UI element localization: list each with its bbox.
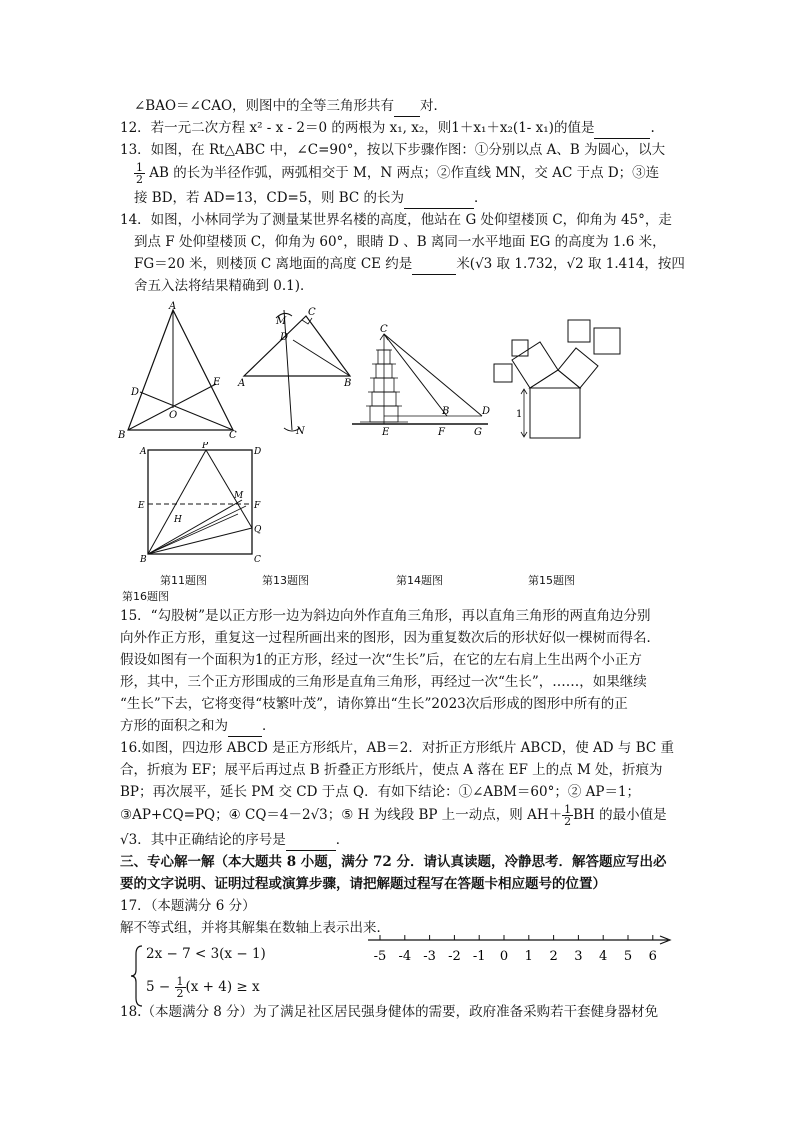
q14-line3-tail: 米(√3 取 1.732，√2 取 1.414，按四 (456, 256, 685, 272)
q15-line2: 向外作正方形，重复这一过程所画出来的图形，因为重复数次后的形状好似一棵树而得名． (120, 630, 660, 646)
q17-prompt: 解不等式组，并将其解集在数轴上表示出来． (120, 920, 390, 936)
figure-16 (134, 442, 264, 566)
q17-head: 17．（本题满分 6 分） (120, 898, 256, 914)
number-line-tick-label: 3 (574, 949, 583, 964)
fig13-label-b: B (344, 378, 352, 389)
q15-line6 (120, 716, 680, 737)
fig16-label-h: H (174, 515, 182, 525)
fig13-label-a: A (238, 378, 246, 389)
q12-text-a: 12．若一元二次方程 x² - x - 2＝0 的两根为 x₁, x₂，则 (120, 120, 452, 136)
fig14-label-e: E (382, 427, 390, 438)
q16-line1: 16.如图，四边形 ABCD 是正方形纸片，AB＝2．对折正方形纸片 ABCD，使 AD 与 BC 重 (120, 740, 674, 756)
q18-line1: 18.（本题满分 8 分）为了满足社区居民强身健体的需要，政府准备采购若干套健身器材免 (120, 1004, 659, 1020)
q14-line3 (134, 254, 694, 275)
fig14-label-b: B (442, 406, 450, 417)
q13-line3-text: 接 BD，若 AD=13，CD=5，则 BC 的长为 (134, 190, 405, 206)
q16-line5 (120, 830, 680, 851)
fig16-line-bm2 (148, 506, 246, 554)
number-line-tick-label: -3 (423, 949, 436, 964)
number-line-tick-label: 0 (499, 949, 509, 964)
q16-line3: BP；再次展平，延长 PM 交 CD 于点 Q．有如下结论：①∠ABM＝60°；② AP＝1； (120, 784, 641, 800)
q13-line2-text: AB 的长为半径作弧，两弧相交于 M，N 两点；②作直线 MN，交 AC 于点 D；③连 (149, 165, 660, 181)
q14-line2: 到点 F 处仰望楼顶 C，仰角为 60°，眼睛 D 、B 离同一水平地面 EG 的高度为 1.6 米， (134, 234, 666, 250)
q16-fraction: $\frac{1}{2}$ (564, 803, 572, 828)
q13-line1: 13．如图，在 Rt△ABC 中，∠C=90°，按以下步骤作图：①分别以点 A、B 为圆心，以大 (120, 142, 666, 158)
fig13-line-bd (293, 340, 350, 376)
fig11-label-c: C (229, 430, 237, 440)
fig16-line-bp (148, 450, 206, 554)
fig16-line-bm (148, 500, 242, 554)
fig16-label-b: B (140, 555, 147, 565)
fig11-line-cd (140, 392, 233, 430)
section3-line2: 要的文字说明、证明过程或演算步骤，请把解题过程写在答题卡相应题号的位置） (120, 876, 606, 892)
fig13-label-n: N (296, 426, 305, 437)
q15-answer-blank[interactable] (228, 716, 262, 737)
fig11-label-b: B (118, 430, 126, 440)
caption-fig14: 第14题图 (396, 574, 443, 587)
fig16-label-p: P (202, 442, 209, 451)
number-line-tick-label: 4 (599, 949, 608, 964)
fig14-label-d: D (482, 406, 491, 417)
number-line-ticks (374, 935, 657, 964)
q17-number-line[interactable] (362, 928, 678, 968)
q15-line6-text: 方形的面积之和为 (120, 718, 228, 734)
number-line-tick-label: 1 (524, 949, 533, 964)
fig14-label-g: G (474, 427, 482, 438)
q11-text-b: 对． (420, 98, 448, 114)
q11-answer-blank[interactable] (394, 96, 420, 117)
figure-13 (236, 300, 366, 440)
number-line-tick-label: -2 (448, 949, 461, 964)
fig13-line-mn (284, 310, 292, 430)
q14-line4: 舍五入法将结果精确到 0.1)． (134, 278, 314, 294)
q16-line5-text: √3．其中正确结论的序号是 (120, 832, 286, 848)
section3-line1: 三、专心解一解（本大题共 8 小题，满分 72 分．请认真读题，冷静思考．解答题应写出必 (120, 854, 667, 870)
q11-tail (134, 96, 694, 117)
q17-ineq2-lead: 5 − (146, 979, 171, 995)
fig13-label-m: M (276, 316, 287, 327)
fig16-label-c: C (254, 555, 261, 565)
q12-expr: 1＋x₁＋x₂(1- x₁) (451, 120, 554, 136)
fig16-label-m: M (234, 491, 244, 501)
q17-inequality-2 (146, 972, 260, 1002)
number-line-tick-label: -5 (373, 949, 387, 964)
caption-fig11: 第11题图 (160, 574, 207, 587)
q17-inequality-1: 2x − 7 < 3(x − 1) (146, 946, 266, 962)
q12-text-b: 的值是 (553, 120, 595, 136)
q17-brace (130, 944, 144, 1008)
q16-line4 (120, 804, 680, 827)
q14-line1: 14．如图，小林同学为了测量某世界名楼的高度，他站在 G 处仰望楼顶 C，仰角为 45°，走 (120, 212, 672, 228)
q15-line1: 15．“勾股树”是以正方形一边为斜边向外作直角三角形，再以直角三角形的两直角边分别 (120, 608, 651, 624)
q12-answer-blank[interactable] (594, 118, 650, 139)
fig11-label-o: O (169, 410, 178, 421)
q17-fraction: $\frac{1}{2}$ (176, 975, 184, 1000)
fig16-label-a: A (140, 447, 147, 457)
fig15-left-square (512, 342, 558, 388)
number-line-tick-label: -4 (398, 949, 412, 964)
fig15-square-lr (512, 340, 528, 356)
fig15-label-one: 1 (516, 409, 523, 420)
q13-answer-blank[interactable] (404, 188, 474, 209)
caption-fig13: 第13题图 (262, 574, 309, 587)
q16-line5-end: ． (335, 832, 350, 848)
q13-line2 (134, 162, 694, 185)
caption-fig16: 第16题图 (122, 590, 169, 603)
fig11-label-d: D (131, 387, 140, 398)
fig15-right-square (558, 348, 598, 388)
fig16-line-bq (148, 528, 252, 554)
fig15-square-rr (594, 328, 620, 354)
q15-line3: 假设如图有一个面积为1的正方形，经过一次“生长”后，在它的左右肩上生出两个小正方 (120, 652, 642, 668)
q16-line4-text: ③AP+CQ=PQ；④ CQ＝4－2√3；⑤ H 为线段 BP 上一动点，则 AH＋ (120, 807, 563, 823)
fig11-line-be (128, 384, 216, 430)
q13-line3 (134, 188, 694, 209)
number-line-tick-label: 5 (623, 949, 633, 964)
fig13-label-d: D (280, 332, 289, 343)
q14-answer-blank[interactable] (412, 254, 456, 275)
q14-line3-text: FG＝20 米，则楼顶 C 离地面的高度 CE 约是 (134, 256, 413, 272)
fig13-triangle-abc (244, 316, 350, 376)
number-line-tick-label: 2 (549, 949, 558, 964)
fig14-sight-line-f (384, 334, 450, 417)
fig14-label-f: F (438, 427, 445, 438)
figure-11 (118, 300, 248, 440)
fig13-label-c: C (308, 307, 316, 318)
q13-fraction: $\frac{1}{2}$ (136, 161, 143, 186)
fig15-square-rl (568, 320, 590, 342)
fig16-label-e: E (138, 501, 145, 511)
fig15-pythagoras-tree (494, 320, 620, 438)
caption-fig15: 第15题图 (528, 574, 575, 587)
number-line-tick-label: 6 (648, 949, 657, 964)
q16-answer-blank[interactable] (286, 830, 336, 851)
fig16-line-bh (148, 514, 238, 554)
fig15-square-ll (494, 364, 512, 382)
q17-ineq2-tail: (x + 4) ≥ x (185, 979, 260, 995)
fig16-label-d: D (254, 447, 262, 457)
fig15-base-square (530, 388, 580, 438)
q13-line3-end: ． (474, 190, 488, 206)
fig15-triangle (530, 370, 580, 388)
fig11-label-a: A (169, 301, 177, 312)
fig16-label-q: Q (254, 525, 262, 535)
q16-line2: 合，折痕为 EF；展平后再过点 B 折叠正方形纸片，使点 A 落在 EF 上的点 M 处，折痕为 (120, 762, 663, 778)
number-line-tick-label: -1 (472, 949, 486, 964)
fig14-sight-line-g (384, 334, 482, 416)
figure-14 (352, 320, 492, 440)
fig11-triangle-abc (128, 310, 233, 430)
q15-line4: 形，其中，三个正方形围成的三角形是直角三角形，再经过一次“生长”，……，如果继续 (120, 674, 647, 690)
q16-line4-tail: BH 的最小值是 (573, 807, 667, 823)
figure-15 (490, 318, 630, 442)
q15-line5: “生长”下去，它将变得“枝繁叶茂”，请你算出“生长”2023次后形成的图形中所有的正 (120, 696, 628, 712)
q12-text-c: . (650, 120, 655, 136)
fig14-label-c: C (380, 324, 388, 335)
q15-line6-end: ． (262, 718, 276, 734)
fig11-label-e: E (213, 377, 221, 388)
fig16-label-f: F (254, 501, 261, 511)
q11-text-a: ∠BAO＝∠CAO，则图中的全等三角形共有 (134, 98, 395, 114)
q12 (120, 118, 680, 139)
